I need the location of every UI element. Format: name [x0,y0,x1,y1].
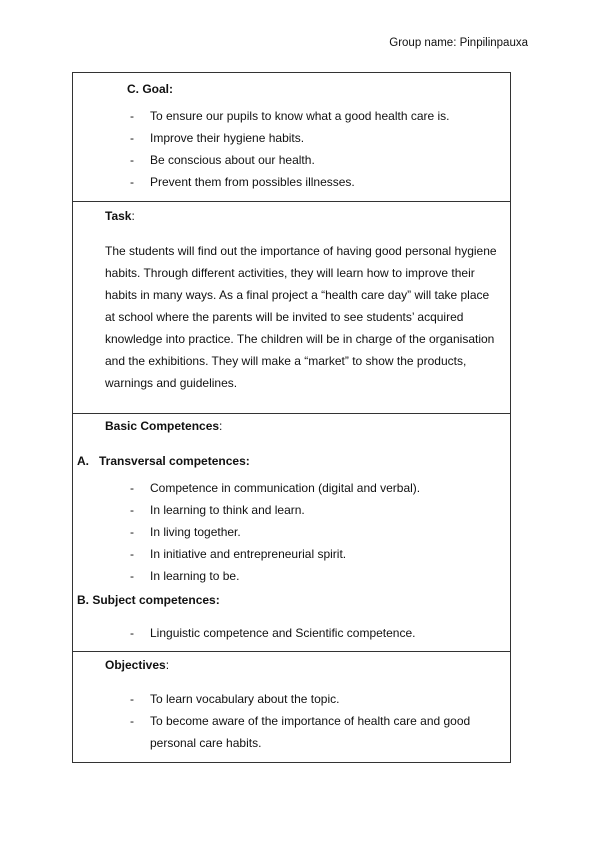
goal-section [73,73,510,202]
task-line: The students will find out the importance of having good personal hygiene [105,244,497,258]
objective-item-text: To learn vocabulary about the topic. [150,692,340,706]
task-line: habits. Through different activities, they will learn how to improve their [105,266,475,280]
goal-item-text: Be conscious about our health. [150,153,315,167]
transversal-item-text: Competence in communication (digital and verbal). [150,481,421,495]
goal-item-text: Prevent them from possibles illnesses. [150,175,355,189]
goal-item-text: To ensure our pupils to know what a good health care is. [150,109,450,123]
bullet-dash: - [130,525,134,539]
bullet-dash: - [130,569,134,583]
transversal-item-text: In living together. [150,525,241,539]
objectives-section [73,652,510,762]
objectives-heading: Objectives: [105,658,170,672]
competences-section [73,414,510,652]
transversal-heading: A. Transversal competences: [77,454,250,468]
bullet-dash: - [130,692,134,706]
goal-heading: C. Goal: [127,82,174,96]
competences-heading: Basic Competences: [105,419,223,433]
lesson-plan-table [72,72,511,763]
bullet-dash: - [130,175,134,189]
bullet-dash: - [130,547,134,561]
task-line: warnings and guidelines. [105,376,238,390]
task-section [73,202,510,414]
bullet-dash: - [130,481,134,495]
bullet-dash: - [130,131,134,145]
bullet-dash: - [130,153,134,167]
objective-item-text: To become aware of the importance of health care and good [150,714,471,728]
bullet-dash: - [130,109,134,123]
subject-heading: B. Subject competences: [77,593,220,607]
bullet-dash: - [130,503,134,517]
transversal-item-text: In initiative and entrepreneurial spirit. [150,547,347,561]
task-line: at school where the parents will be invited to see students’ acquired [105,310,464,324]
task-line: knowledge into practice. The children will be in charge of the organisation [105,332,495,346]
transversal-item-text: In learning to be. [150,569,240,583]
task-heading: Task: [105,209,135,223]
task-line: and the exhibitions. They will make a “market” to show the products, [105,354,467,368]
task-paragraph [105,240,505,394]
objective-item-text-continued: personal care habits. [150,736,262,750]
goal-item-text: Improve their hygiene habits. [150,131,305,145]
bullet-dash: - [130,626,134,640]
bullet-dash: - [130,714,134,728]
subject-item-text: Linguistic competence and Scientific competence. [150,626,416,640]
group-name-label: Group name: Pinpilinpauxa [389,37,528,49]
transversal-item-text: In learning to think and learn. [150,503,305,517]
task-line: habits in many ways. As a final project a “health care day” will take place [105,288,490,302]
